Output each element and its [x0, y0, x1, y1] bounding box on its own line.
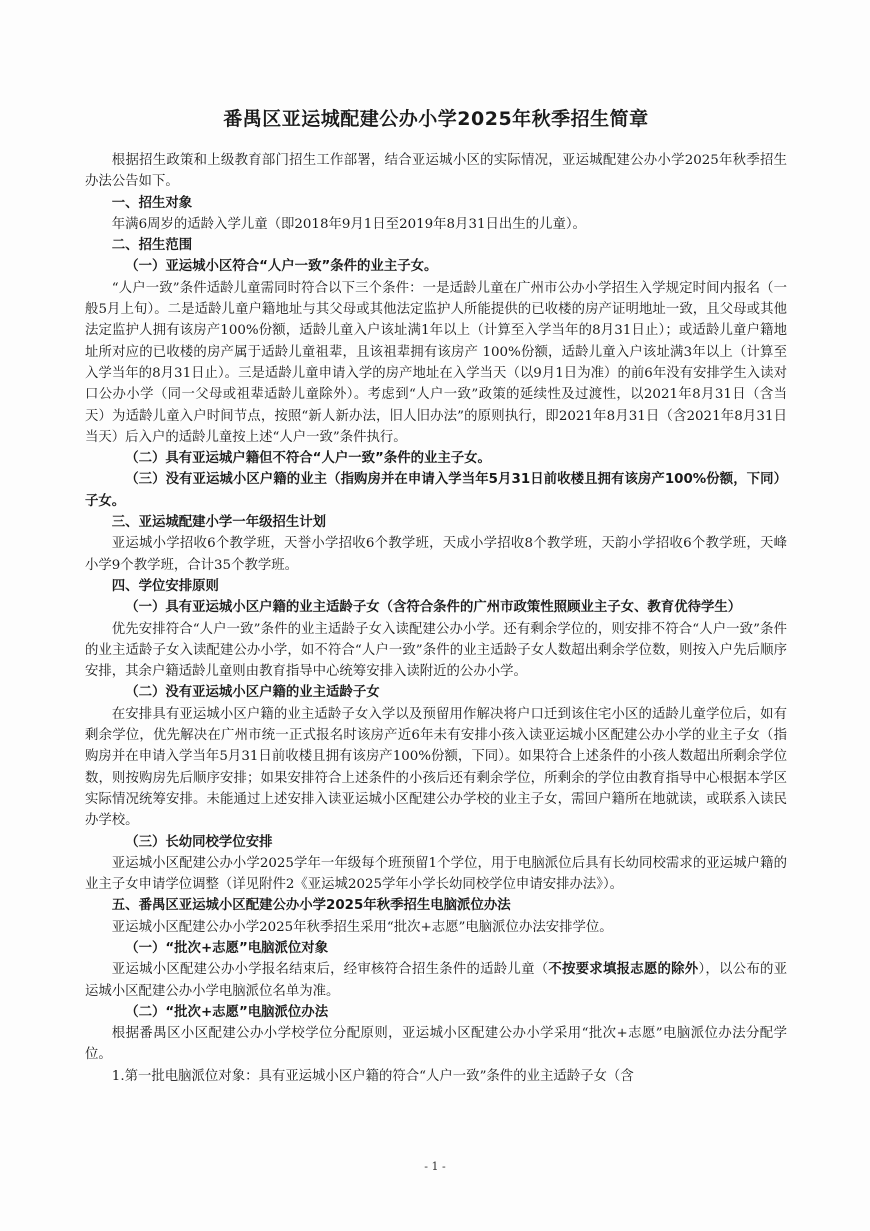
section-5-heading: 五、番禺区亚运城小区配建公办小学2025年秋季招生电脑派位办法	[111, 898, 511, 914]
section-3-heading: 三、亚运城配建小学一年级招生计划	[111, 515, 327, 531]
document-body	[85, 106, 787, 1087]
section-2-sub-3: （三）没有亚运城小区户籍的业主（指购房并在申请入学当年5月31日前收楼且拥有该房产100%份额，下同）子女。	[85, 472, 787, 509]
section-2-sub-1: （一）亚运城小区符合“人户一致”条件的业主子女。	[125, 259, 438, 275]
section-4-text-3: 亚运城小区配建公办小学2025学年一年级每个班预留1个学位，用于电脑派位后具有长幼同校需求的亚运城户籍的业主子女申请学位调整（详见附件2《亚运城2025学年小学长幼同校学位申请安排办法》）。	[85, 855, 787, 893]
section-5-text-1-b: ），以公布的亚运城小区配建公办小学电脑派位名单为准。	[85, 962, 788, 999]
section-2-sub-2: （二）具有亚运城户籍但不符合“人户一致”条件的业主子女。	[125, 451, 491, 467]
intro-paragraph: 根据招生政策和上级教育部门招生工作部署，结合亚运城小区的实际情况，亚运城配建公办小学2025年秋季招生办法公告如下。	[85, 153, 787, 190]
section-4-text-2: 在安排具有亚运城小区户籍的业主适龄子女入学以及预留用作解决将户口迁到该住宅小区的适龄儿童学位后，如有剩余学位，优先解决在广州市统一正式报名时该房产近6年未有安排小孩入读亚运城小区配建公办小学的业主子女（指购房并在申请入学当年5月31日前收楼且拥有该房产100%份额，下同）。如果符合上述条件的小孩人数超出所剩余学位数，则按购房先后顺序安排；如果安排符合上述条件的小孩后还有剩余学位，所剩余的学位由教育指导中心根据本学区实际情况统筹安排。未能通过上述安排入读亚运城小区配建公办学校的业主子女，需回户籍所在地就读，或联系入读民办学校。	[85, 706, 787, 829]
section-5-text-1-bold: 不按要求填报志愿的除外	[548, 962, 699, 978]
section-5-item-1: 1.第一批电脑派位对象：具有亚运城小区户籍的符合“人户一致”条件的业主适龄子女（含	[111, 1068, 634, 1084]
section-2-heading: 二、招生范围	[111, 238, 193, 254]
document-title: 番禺区亚运城配建公办小学2025年秋季招生简章	[223, 108, 649, 130]
section-4-sub-1: （一）具有亚运城小区户籍的业主适龄子女（含符合条件的广州市政策性照顾业主子女、教育优待学生）	[125, 600, 742, 616]
section-5-text-1	[85, 959, 787, 1002]
section-1-text: 年满6周岁的适龄入学儿童（即2018年9月1日至2019年8月31日出生的儿童）。	[111, 216, 586, 232]
section-4-sub-3: （三）长幼同校学位安排	[125, 834, 273, 850]
section-4-text-1: 优先安排符合“人户一致”条件的业主适龄子女入读配建公办小学。还有剩余学位的，则安排不符合“人户一致”条件的业主适龄子女入读配建公办小学，如不符合“人户一致”条件的业主适龄子女人数超出剩余学位数，则按入户先后顺序安排，其余户籍适龄儿童则由教育指导中心统筹安排入读附近的公办小学。	[85, 621, 787, 680]
section-4-sub-2: （二）没有亚运城小区户籍的业主适龄子女	[125, 685, 380, 701]
section-1-heading: 一、招生对象	[111, 195, 193, 211]
section-5-text-1-a: 亚运城小区配建公办小学报名结束后，经审核符合招生条件的适龄儿童（	[111, 962, 549, 978]
page-number: - 1 -	[424, 1160, 446, 1173]
section-5-text: 亚运城小区配建公办小学2025年秋季招生采用“批次+志愿”电脑派位办法安排学位。	[111, 919, 613, 935]
section-5-sub-1: （一）“批次+志愿”电脑派位对象	[125, 940, 329, 956]
section-2-text-1: “人户一致”条件适龄儿童需同时符合以下三个条件：一是适龄儿童在广州市公办小学招生入学规定时间内报名（一般5月上旬）。二是适龄儿童户籍地址与其父母或其他法定监护人所能提供的已收楼的房产证明地址一致，且父母或其他法定监护人拥有该房产100%份额，适龄儿童入户该址满1年以上（计算至入学当年的8月31日止）；或适龄儿童户籍地址所对应的已收楼的房产属于适龄儿童祖辈，且该祖辈拥有该房产 100%份额，适龄儿童入户该址满3年以上（计算至入学当年的8月31日止）。三是适龄儿童申请入学的房产地址在入学当天（以9月1日为准）的前6年没有安排学生入读对口公办小学（同一父母或祖辈适龄儿童除外）。考虑到“人户一致”政策的延续性及过渡性，以2021年8月31日（含当天）为适龄儿童入户时间节点，按照“新人新办法，旧人旧办法”的原则执行，即2021年8月31日（含2021年8月31日当天）后入户的适龄儿童按上述“人户一致”条件执行。	[85, 280, 787, 445]
section-3-text: 亚运城小学招收6个教学班，天誉小学招收6个教学班，天成小学招收8个教学班，天韵小学招收6个教学班，天峰小学9个教学班，合计35个教学班。	[85, 536, 787, 573]
section-5-sub-2: （二）“批次+志愿”电脑派位办法	[125, 1004, 329, 1020]
section-4-heading: 四、学位安排原则	[111, 578, 219, 594]
section-5-text-2: 根据番禺区小区配建公办小学校学位分配原则，亚运城小区配建公办小学采用“批次+志愿”电脑派位办法分配学位。	[85, 1026, 787, 1063]
